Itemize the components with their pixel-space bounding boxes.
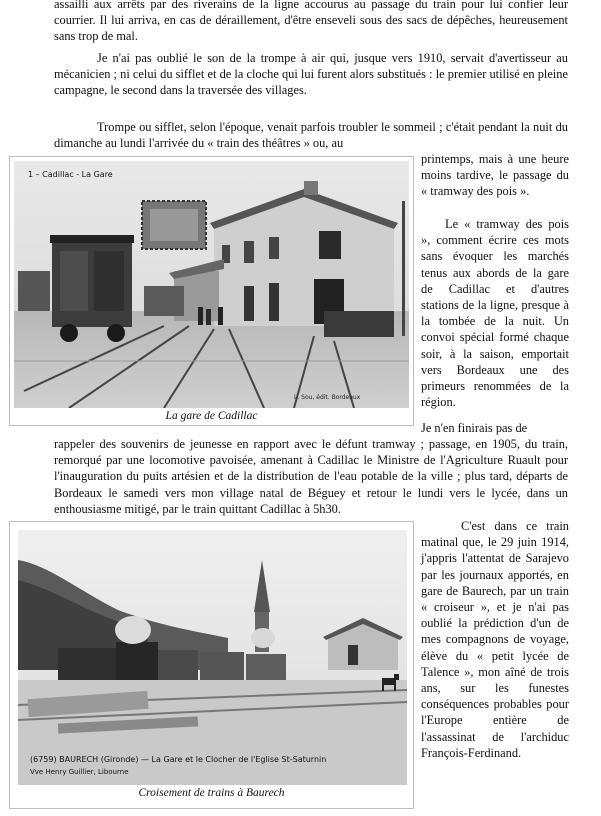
paragraph-4: Le « tramway des pois », comment écrire ces mots sans évoquer les marchés tenus aux abords de la gare de Cadillac et d'autres stations de la ligne, presque à la tombée de la nuit. Un convoi spécial formé chaque soir, à la saison, emportait vers Bordeaux une des primeurs renommées de la région.	[421, 217, 569, 410]
paragraph-2: Je n'ai pas oublié le son de la trompe à air qui, jusque vers 1910, servait d'avertisseur au mécanicien ; ni celui du sifflet et de la cloche qui lui furent alors substitués : le premier utilisé en pleine campagne, le second dans la traversée des villages.	[54, 51, 568, 98]
photo-baurech-station	[18, 530, 407, 785]
postcard-publisher-baurech: Vve Henry Guillier, Libourne	[30, 768, 129, 776]
paragraph-5: rappeler des souvenirs de jeunesse en rapport avec le défunt tramway ; passage, en 1905, du train, remorqué par une locomotive pavoisée, amenant à Cadillac le Ministre de l'Agriculture Ruault pour l'inauguration du puits artésien et de la distribution de l'eau potable de la ville ; plus tard, départs de Bordeaux le samedi vers mon village natal de Béguey et retour le lundi vers le lycée, dans un enthousiasme mitigé, par le train quittant Cadillac à 5h30.	[54, 437, 568, 516]
paragraph-5-start: Je n'en finirais pas de	[421, 421, 528, 435]
figure-baurech	[9, 521, 414, 809]
figure-cadillac	[9, 156, 414, 426]
caption-baurech: Croisement de trains à Baurech	[138, 787, 285, 799]
paragraph-1: assailli aux arrêts par des riverains de la ligne accourus au passage du train pour lui confier leur courrier. Il lui arriva, en cas de déraillement, d'être enseveli sous des sacs de dépêches, heureusement sans trop de mal.	[54, 0, 568, 44]
postcard-title-baurech: (6759) BAURECH (Gironde) — La Gare et le Clocher de l'Eglise St-Saturnin	[30, 755, 327, 764]
paragraph-6: C'est dans ce train matinal que, le 29 juin 1914, j'appris l'attentat de Sarajevo par les journaux apportés, en gare de Baurech, par un train « croiseur », et je n'ai pas oublié la prédiction d'un de mes compagnons de voyage, élève du « petit lycée de Talence », mon aîné de trois ans, sur les funestes conséquences probables pour l'Europe entière de l'assassinat de l'archiduc François-Ferdinand.	[421, 519, 569, 760]
paragraph-3-continued: printemps, mais à une heure moins tardive, le passage du « tramway des pois ».	[421, 152, 569, 199]
postcard-title-cadillac: 1 – Cadillac - La Gare	[28, 170, 113, 179]
caption-cadillac: La gare de Cadillac	[165, 410, 258, 422]
postcard-publisher-cadillac: L. Sou, édit. Bordeaux	[294, 394, 361, 401]
photo-cadillac-station	[14, 161, 409, 408]
paragraph-3: Trompe ou sifflet, selon l'époque, venait parfois troubler le sommeil ; c'était pendant la nuit du dimanche au lundi l'arrivée du « train des théâtres » ou, au	[54, 120, 568, 151]
